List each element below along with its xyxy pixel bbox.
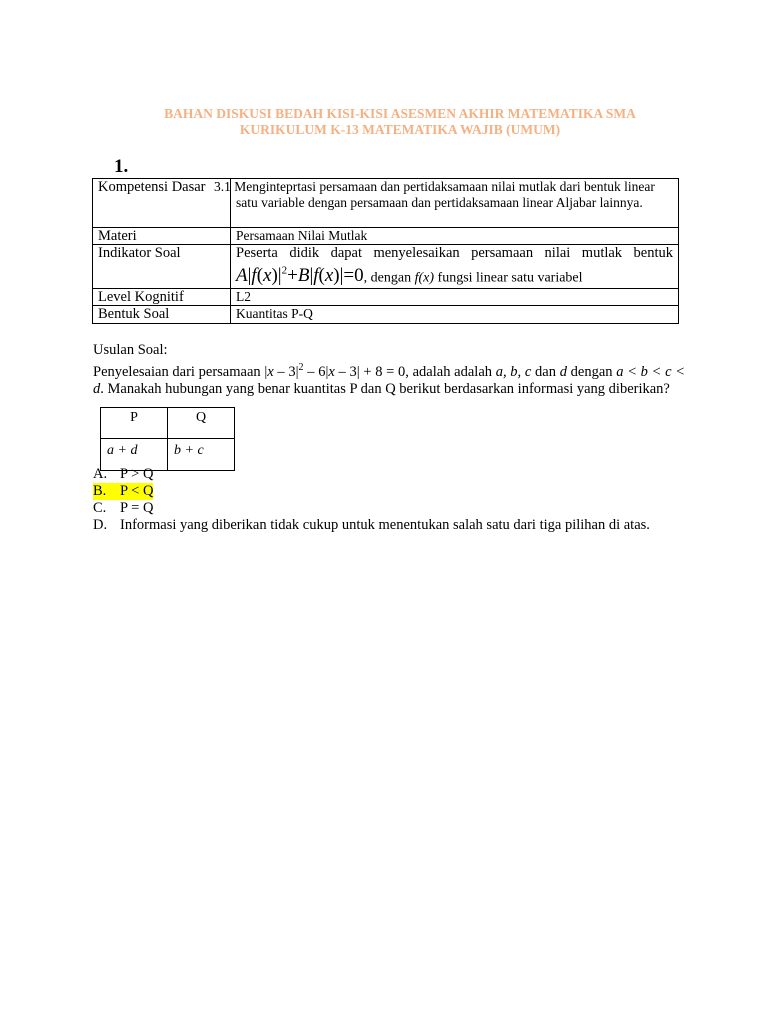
answer-options xyxy=(93,466,685,534)
option-c xyxy=(93,500,685,517)
option-a xyxy=(93,466,685,483)
usulan-soal-heading: Usulan Soal: xyxy=(93,342,168,358)
p-value: a + d xyxy=(101,439,168,471)
option-text: Informasi yang diberikan tidak cukup untuk menentukan salah satu dari tiga pilihan di atas. xyxy=(120,517,650,533)
indikator-cell xyxy=(231,245,679,289)
document-title xyxy=(92,106,708,138)
level-label: Level Kognitif xyxy=(93,289,231,306)
indikator-label: Indikator Soal xyxy=(93,245,231,289)
level-value: L2 xyxy=(231,289,679,306)
indikator-fx: f(x) xyxy=(414,270,435,286)
question-number: 1. xyxy=(114,156,129,177)
option-b xyxy=(93,483,685,500)
option-text: P < Q xyxy=(120,483,154,499)
option-letter: D. xyxy=(93,517,108,533)
title-line-2: KURIKULUM K-13 MATEMATIKA WAJIB (UMUM) xyxy=(239,122,561,137)
row-indikator xyxy=(93,245,679,289)
option-letter: A. xyxy=(93,466,108,482)
row-level-kognitif xyxy=(93,289,679,306)
option-d xyxy=(93,517,685,534)
pq-table xyxy=(100,407,235,471)
row-kompetensi-dasar xyxy=(93,179,679,228)
materi-value: Persamaan Nilai Mutlak xyxy=(231,228,679,245)
q-value: b + c xyxy=(168,439,235,471)
option-b-highlight xyxy=(93,483,153,500)
row-bentuk-soal xyxy=(93,306,679,324)
q-header: Q xyxy=(168,408,235,439)
indikator-value: Peserta didik dapat menyelesaikan persamaan nilai mutlak bentuk xyxy=(236,245,673,261)
indikator-formula: $A|f(x)|^2+B|f(x)|=0$ xyxy=(236,265,364,287)
title-line-1: BAHAN DISKUSI BEDAH KISI-KISI ASESMEN AKHIR MATEMATIKA SMA xyxy=(164,106,636,121)
p-header: P xyxy=(101,408,168,439)
kd-value: 3.1 Menginteprtasi persamaan dan pertidaksamaan nilai mutlak dari bentuk linear satu variable dengan persamaan dan pertidaksamaan linear Aljabar lainnya. xyxy=(231,179,679,228)
kd-label: Kompetensi Dasar xyxy=(93,179,231,228)
option-letter: C. xyxy=(93,500,107,516)
materi-label: Materi xyxy=(93,228,231,245)
usulan-soal-text: Penyelesaian dari persamaan $|x - 3|^2 - 6|x - 3| + 8 = 0$, adalah adalah a, b, c dan d dengan a < b < c < d. Manakah hubungan yang benar kuantitas P dan Q berikut berdasarkan informasi yang diberikan? xyxy=(93,362,686,397)
indikator-suffix-2: fungsi linear satu variabel xyxy=(434,270,583,286)
usulan-soal xyxy=(93,342,685,398)
option-text: P > Q xyxy=(120,466,154,482)
row-materi xyxy=(93,228,679,245)
option-text: P = Q xyxy=(120,500,154,516)
option-letter: B. xyxy=(93,483,107,499)
bentuk-value: Kuantitas P-Q xyxy=(231,306,679,324)
kisi-table xyxy=(92,178,679,324)
indikator-suffix-1: , dengan xyxy=(363,270,415,286)
bentuk-label: Bentuk Soal xyxy=(93,306,231,324)
